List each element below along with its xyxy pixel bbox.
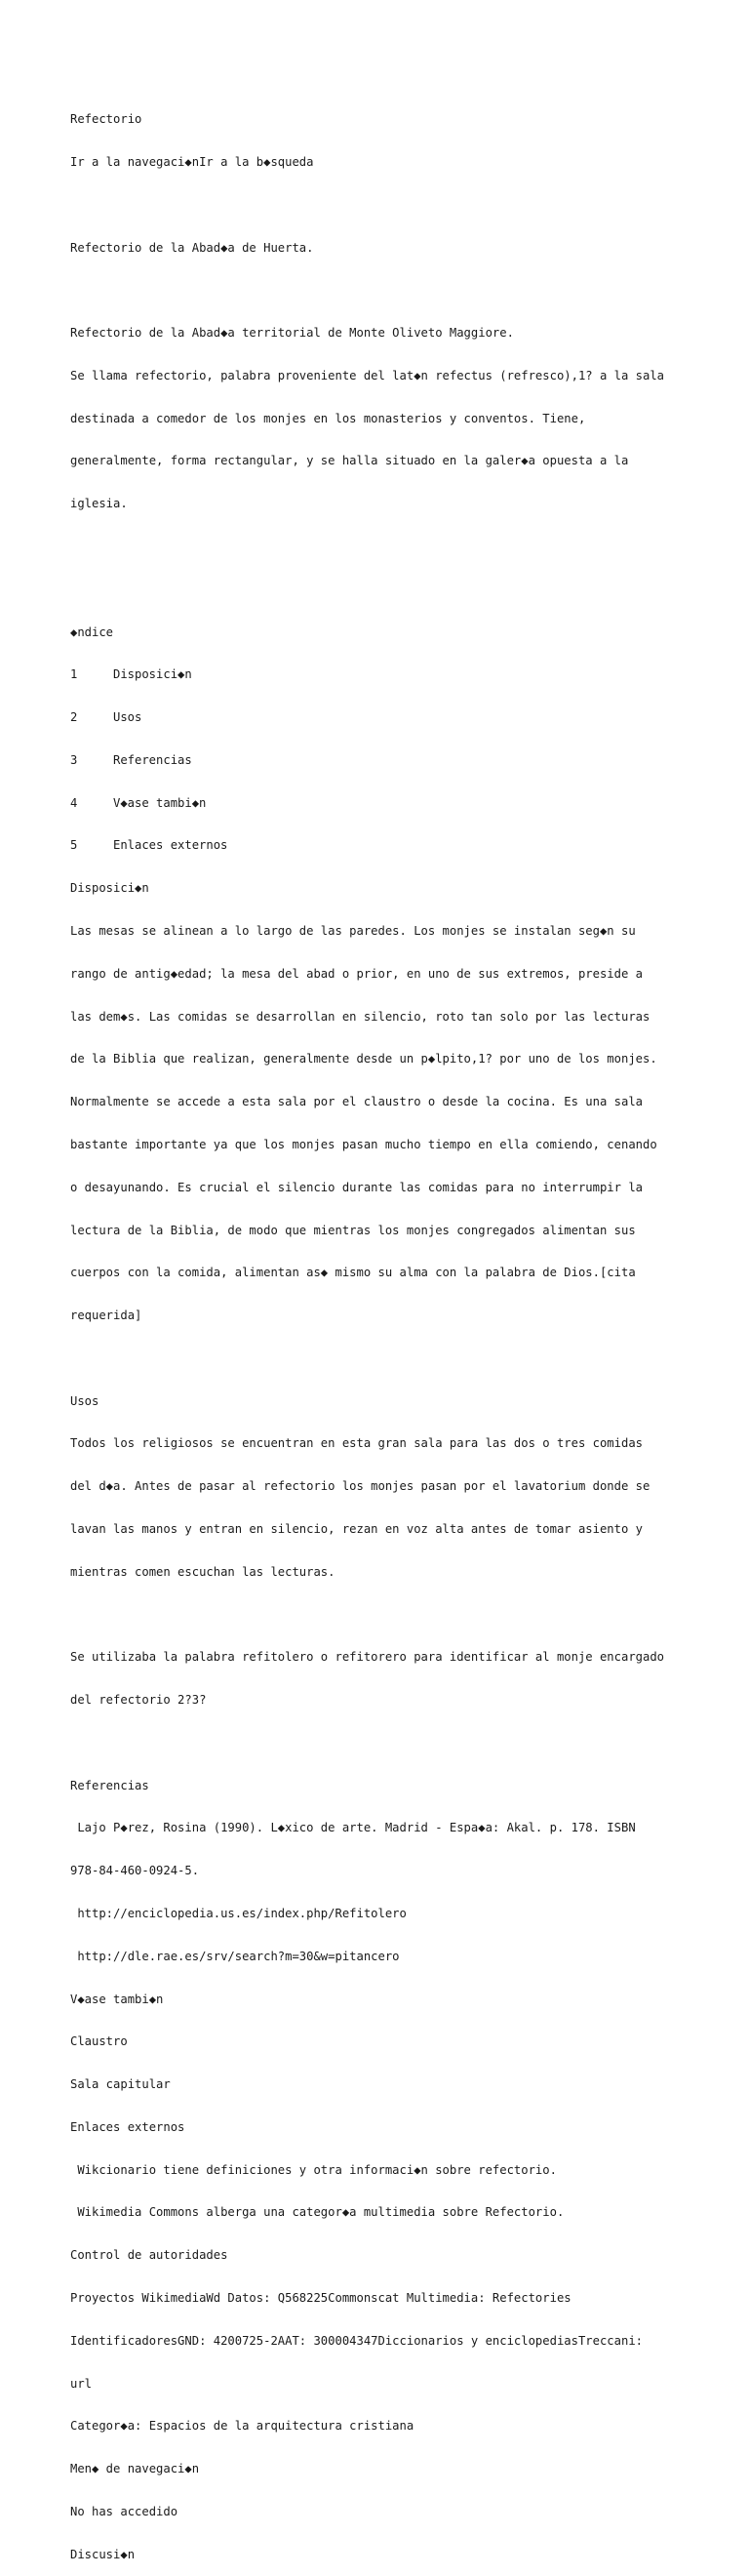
image-caption-monte-oliveto: Refectorio de la Abad◆a territorial de Monte Oliveto Maggiore. [70,326,514,341]
see-also-link[interactable]: Claustro [70,2034,128,2049]
toc-item-number: 4 [70,795,78,810]
reference-link[interactable]: http://dle.rae.es/srv/search?m=30&w=pitancero [70,1949,400,1963]
authority-line: url [70,2376,93,2391]
toc-item-label: Disposici◆n [113,667,192,682]
paragraph-line: Normalmente se accede a esta sala por el claustro o desde la cocina. Es una sala [70,1095,643,1109]
toc-item-number: 2 [70,710,78,725]
login-status[interactable]: No has accedido [70,2504,178,2518]
section-heading-disposicion: Disposici◆n [70,881,149,896]
toc-item-label: V◆ase tambi◆n [113,795,207,810]
navigation-menu-label: Men◆ de navegaci◆n [70,2462,200,2476]
navigation-links[interactable]: Ir a la navegaci◆nIr a la b◆squeda [70,154,314,169]
section-heading-autoridades: Control de autoridades [70,2248,228,2263]
paragraph-line: Las mesas se alinean a lo largo de las paredes. Los monjes se instalan seg◆n su [70,924,636,939]
paragraph-line: rango de antig◆edad; la mesa del abad o prior, en uno de sus extremos, preside a [70,966,643,981]
reference-item: 978-84-460-0924-5. [70,1864,200,1878]
intro-line: iglesia. [70,497,128,511]
paragraph-line: del d◆a. Antes de pasar al refectorio los monjes pasan por el lavatorium donde se [70,1479,650,1494]
section-heading-referencias: Referencias [70,1778,149,1792]
paragraph-line: o desayunando. Es crucial el silencio durante las comidas para no interrumpir la [70,1180,643,1194]
paragraph-line: lectura de la Biblia, de modo que mientras los monjes congregados alimentan sus [70,1223,636,1237]
section-heading-vease: V◆ase tambi◆n [70,1992,164,2006]
paragraph-line: las dem◆s. Las comidas se desarrollan en silencio, roto tan solo por las lecturas [70,1009,650,1024]
toc-heading: ◆ndice [70,624,114,639]
section-heading-enlaces: Enlaces externos [70,2119,185,2134]
authority-line: IdentificadoresGND: 4200725-2AAT: 300004347Diccionarios y enciclopediasTreccani: [70,2333,643,2348]
section-heading-usos: Usos [70,1393,99,1408]
document-page [70,84,694,2576]
image-caption-huerta: Refectorio de la Abad◆a de Huerta. [70,240,314,255]
paragraph-line: requerida] [70,1308,142,1323]
toc-item[interactable] [70,667,694,682]
intro-line: Se llama refectorio, palabra proveniente del lat◆n refectus (refresco),1? a la sala [70,368,665,382]
discussion-link[interactable]: Discusi◆n [70,2547,136,2561]
toc-item-number: 3 [70,752,78,767]
reference-item: Lajo P◆rez, Rosina (1990). L◆xico de arte. Madrid - Espa◆a: Akal. p. 178. ISBN [70,1821,636,1835]
toc-item[interactable] [70,753,694,768]
intro-line: destinada a comedor de los monjes en los monasterios y conventos. Tiene, [70,411,586,425]
paragraph-line: lavan las manos y entran en silencio, rezan en voz alta antes de tomar asiento y [70,1521,643,1536]
toc-item-label: Usos [113,710,142,725]
category-link[interactable]: Categor◆a: Espacios de la arquitectura cristiana [70,2419,414,2434]
toc-item[interactable] [70,710,694,725]
toc-item[interactable] [70,796,694,811]
reference-link[interactable]: http://enciclopedia.us.es/index.php/Refitolero [70,1907,407,1920]
toc-item-number: 5 [70,838,78,853]
paragraph-line: bastante importante ya que los monjes pasan mucho tiempo en ella comiendo, cenando [70,1137,657,1151]
paragraph-line: del refectorio 2?3? [70,1693,207,1708]
toc-item-label: Enlaces externos [113,838,228,853]
paragraph-line: Se utilizaba la palabra refitolero o refitorero para identificar al monje encargado [70,1650,665,1665]
external-link[interactable]: Wikimedia Commons alberga una categor◆a multimedia sobre Refectorio. [70,2205,565,2220]
toc-item-number: 1 [70,667,78,682]
external-link[interactable]: Wikcionario tiene definiciones y otra informaci◆n sobre refectorio. [70,2162,557,2177]
paragraph-line: mientras comen escuchan las lecturas. [70,1564,335,1579]
paragraph-line: Todos los religiosos se encuentran en esta gran sala para las dos o tres comidas [70,1436,643,1451]
toc-item[interactable] [70,838,694,853]
see-also-link[interactable]: Sala capitular [70,2077,171,2092]
authority-line: Proyectos WikimediaWd Datos: Q568225Commonscat Multimedia: Refectories [70,2291,572,2306]
paragraph-line: cuerpos con la comida, alimentan as◆ mismo su alma con la palabra de Dios.[cita [70,1266,636,1280]
intro-line: generalmente, forma rectangular, y se halla situado en la galer◆a opuesta a la [70,454,629,468]
page-title: Refectorio [70,112,142,127]
paragraph-line: de la Biblia que realizan, generalmente desde un p◆lpito,1? por uno de los monjes. [70,1052,657,1067]
toc-item-label: Referencias [113,752,192,767]
